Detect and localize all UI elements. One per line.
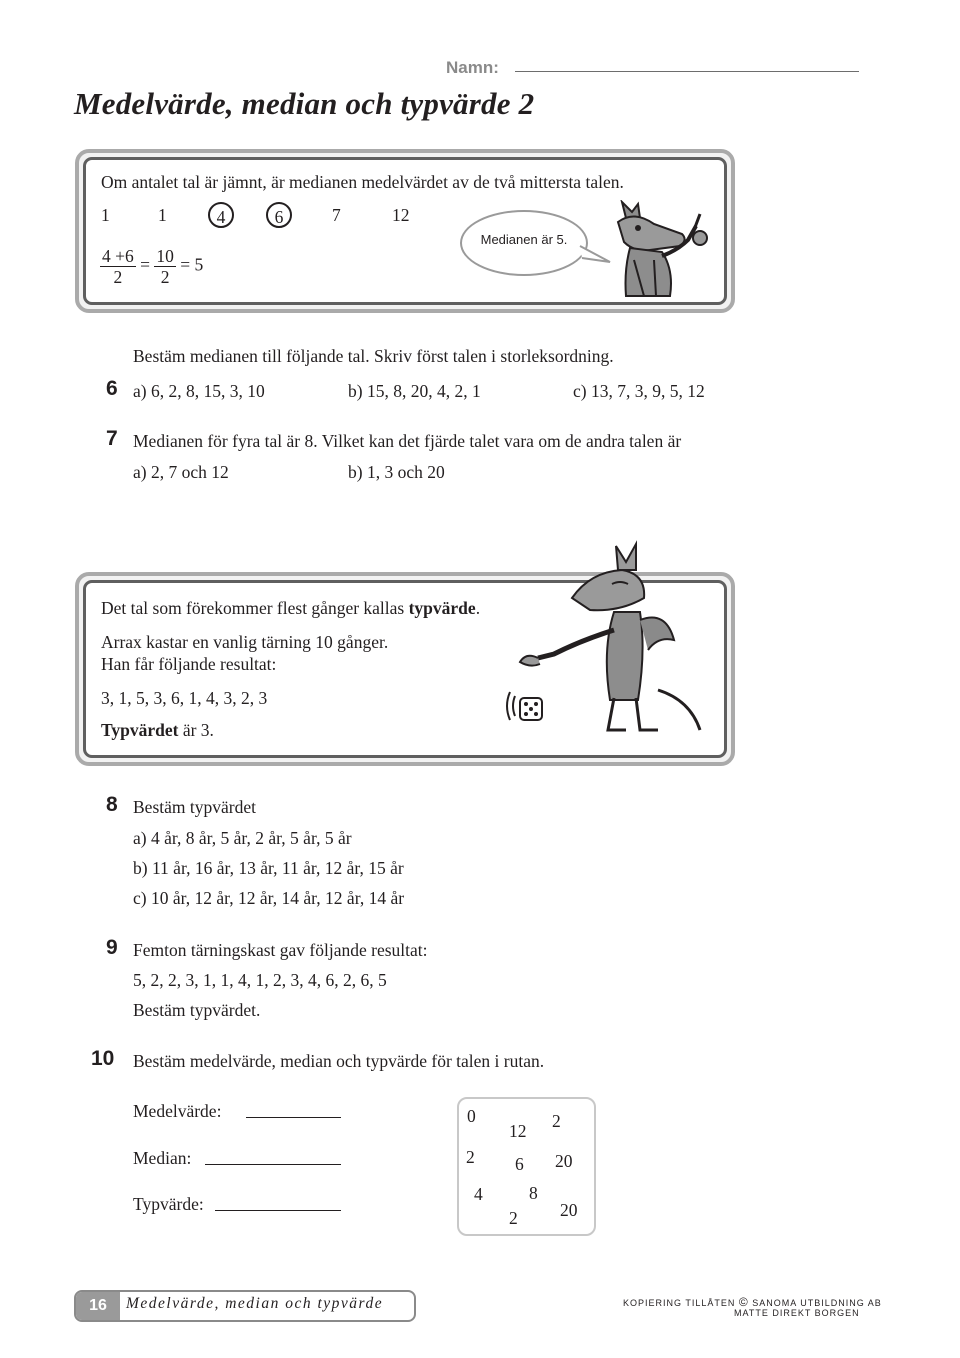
problem-7a: a) 2, 7 och 12 (133, 462, 229, 482)
speech-bubble-text: Medianen är 5. (480, 232, 568, 247)
problem-7-number: 7 (106, 427, 118, 450)
name-label: Namn: (446, 58, 499, 77)
medelvarde-answer-line[interactable] (246, 1117, 341, 1118)
problem-8c: c) 10 år, 12 år, 12 år, 14 år, 12 år, 14 år (133, 888, 405, 908)
box-number: 0 (467, 1106, 476, 1126)
problem-7b: b) 1, 3 och 20 (348, 462, 445, 482)
median-answer-line[interactable] (205, 1164, 341, 1165)
problem-8-text: Bestäm typvärdet (133, 797, 256, 817)
typvarde-answer-line[interactable] (215, 1210, 341, 1211)
box-number: 2 (466, 1147, 475, 1167)
example-number-1: 1 (101, 205, 110, 225)
copyright-line-2: MATTE DIREKT BORGEN (734, 1308, 860, 1318)
typvarde-conclusion: Typvärdet är 3. (101, 720, 214, 740)
problem-6-number: 6 (106, 377, 118, 400)
circled-number: 6 (266, 202, 292, 228)
box-number: 2 (509, 1208, 518, 1228)
page-title: Medelvärde, median och typvärde 2 (74, 86, 535, 121)
speech-bubble (460, 210, 588, 276)
box-number: 2 (552, 1111, 561, 1131)
arrax-results: 3, 1, 5, 3, 6, 1, 4, 3, 2, 3 (101, 688, 268, 708)
dragon-pointing-illustration (604, 200, 714, 300)
dragon-rolling-die-illustration (490, 540, 720, 740)
median-rule-text: Om antalet tal är jämnt, är medianen medelvärdet av de två mittersta talen. (101, 172, 624, 192)
box-number: 6 (515, 1154, 524, 1174)
box-number: 4 (474, 1184, 483, 1204)
median-label: Median: (133, 1148, 192, 1168)
fraction-2: $\frac{10}{2}$ (156, 246, 174, 287)
fraction-1: $\frac{4 +6}{2}$ (102, 246, 134, 287)
medelvarde-label: Medelvärde: (133, 1101, 222, 1121)
problem-8b: b) 11 år, 16 år, 13 år, 11 år, 12 år, 15 år (133, 858, 404, 878)
typvarde-label: Typvärde: (133, 1194, 204, 1214)
arrax-text-1: Arrax kastar en vanlig tärning 10 gånger. (101, 632, 389, 652)
example-number-2: 1 (158, 205, 167, 225)
example-number-circled-2 (266, 202, 292, 228)
box-number: 8 (529, 1183, 538, 1203)
problem-9-number: 9 (106, 936, 118, 959)
example-number-6: 12 (392, 205, 410, 225)
footer-title: Medelvärde, median och typvärde (126, 1295, 384, 1312)
page-number: 16 (76, 1292, 120, 1320)
copyright-icon: © (738, 1295, 749, 1309)
circled-number: 4 (208, 202, 234, 228)
problem-6c: c) 13, 7, 3, 9, 5, 12 (573, 381, 705, 401)
problem-10-number: 10 (91, 1047, 115, 1070)
result: = 5 (180, 254, 204, 275)
equals-sign: = (140, 254, 150, 275)
problem-8a: a) 4 år, 8 år, 5 år, 2 år, 5 år, 5 år (133, 828, 352, 848)
problem-10-text: Bestäm medelvärde, median och typvärde för talen i rutan. (133, 1051, 545, 1071)
example-number-5: 7 (332, 205, 341, 225)
box-number: 20 (560, 1200, 578, 1220)
problem-9-values: 5, 2, 2, 3, 1, 1, 4, 1, 2, 3, 4, 6, 2, 6, 5 (133, 970, 387, 990)
problem-9-task: Bestäm typvärdet. (133, 1000, 261, 1020)
problem-6b: b) 15, 8, 20, 4, 2, 1 (348, 381, 481, 401)
typvarde-definition: Det tal som förekommer flest gånger kallas typvärde. (101, 598, 481, 618)
problem-8-number: 8 (106, 793, 118, 816)
problem-6-intro: Bestäm medianen till följande tal. Skriv först talen i storleksordning. (133, 346, 614, 366)
name-answer-line[interactable] (515, 71, 859, 72)
problem-7-text: Medianen för fyra tal är 8. Vilket kan det fjärde talet vara om de andra talen är (133, 431, 682, 451)
problem-6a: a) 6, 2, 8, 15, 3, 10 (133, 381, 265, 401)
box-number: 12 (509, 1121, 527, 1141)
copyright-line-1: KOPIERING TILLÅTEN © SANOMA UTBILDNING AB (623, 1295, 882, 1309)
footer-page-label (74, 1290, 416, 1322)
problem-9-text: Femton tärningskast gav följande resultat: (133, 940, 428, 960)
median-calculation (100, 246, 203, 287)
example-number-circled-1 (208, 202, 234, 228)
arrax-text-2: Han får följande resultat: (101, 654, 277, 674)
box-number: 20 (555, 1151, 573, 1171)
